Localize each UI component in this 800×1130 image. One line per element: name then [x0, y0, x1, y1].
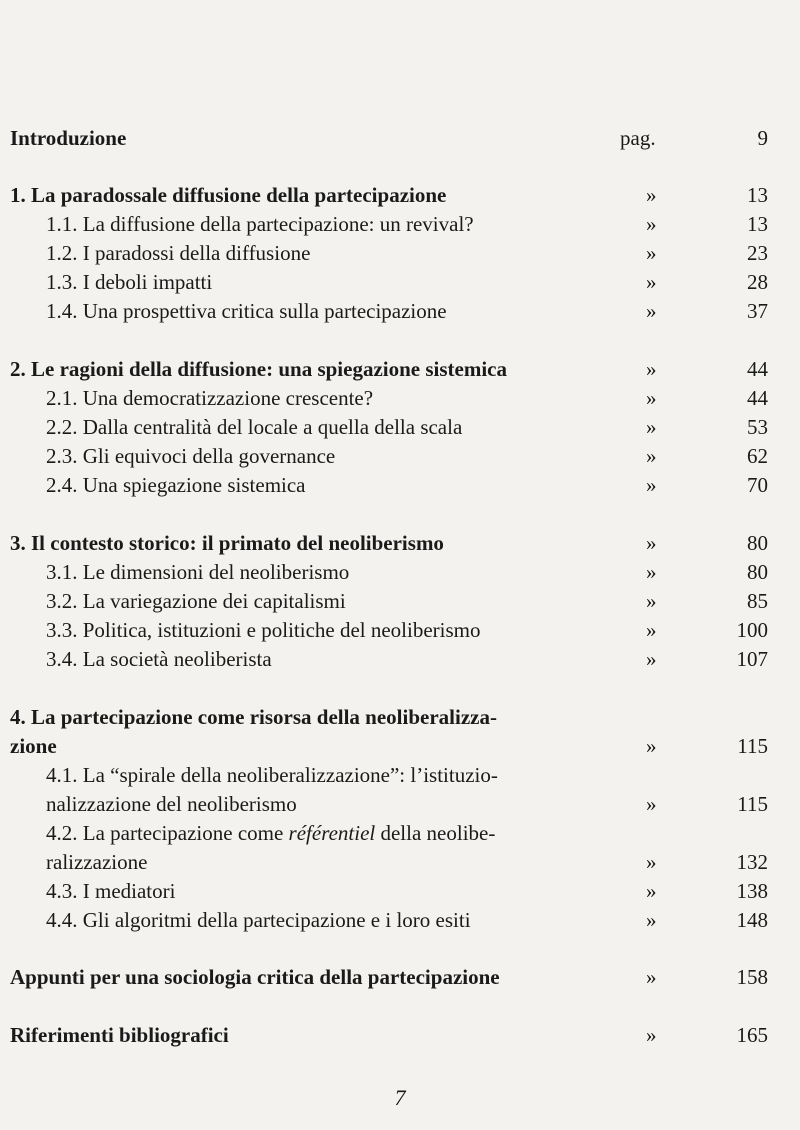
toc-entry-section-4-3 — [0, 877, 800, 906]
entry-title: 1.3. I deboli impatti — [46, 270, 213, 294]
entry-title: 3.4. La società neoliberista — [46, 647, 272, 671]
page-number: 28 — [747, 270, 768, 294]
page-number: 53 — [747, 415, 768, 439]
guillemet: » — [646, 1023, 657, 1047]
toc-entry-section-1-1 — [0, 210, 800, 239]
entry-title: 3.1. Le dimensioni del neoliberismo — [46, 560, 350, 584]
entry-title: 2.4. Una spiegazione sistemica — [46, 473, 306, 497]
page-number: 13 — [747, 212, 768, 236]
toc-entry-chapter-4-line1 — [0, 703, 800, 732]
guillemet: » — [646, 560, 657, 584]
entry-title: 4.1. La “spirale della neoliberalizzazione”: l’istituzio- — [46, 763, 498, 787]
toc-entry-section-3-1 — [0, 558, 800, 587]
toc-entry-section-1-3 — [0, 268, 800, 297]
page-number: 62 — [747, 444, 768, 468]
entry-title-italic: référentiel — [288, 821, 376, 845]
guillemet: » — [646, 734, 657, 758]
page-number: 80 — [747, 560, 768, 584]
guillemet: » — [646, 589, 657, 613]
guillemet: » — [646, 299, 657, 323]
entry-title: Appunti per una sociologia critica della partecipazione — [10, 965, 500, 989]
guillemet: » — [646, 444, 657, 468]
page-number: 138 — [736, 879, 768, 903]
entry-title: 4. La partecipazione come risorsa della neoliberalizza- — [10, 705, 497, 729]
entry-title-part: della neolibe- — [375, 821, 496, 845]
toc-entry-chapter-2 — [0, 355, 800, 384]
toc-entry-chapter-1 — [0, 181, 800, 210]
page-number: 100 — [736, 618, 768, 642]
entry-title: 3.3. Politica, istituzioni e politiche del neoliberismo — [46, 618, 481, 642]
page-number: 115 — [737, 792, 768, 816]
toc-entry-section-4-4 — [0, 906, 800, 935]
entry-title: 1.1. La diffusione della partecipazione: un revival? — [46, 212, 474, 236]
entry-title: Introduzione — [10, 126, 127, 150]
guillemet: » — [646, 647, 657, 671]
page-number: 13 — [747, 183, 768, 207]
toc-entry-section-2-2 — [0, 413, 800, 442]
guillemet: » — [646, 241, 657, 265]
toc-entry-section-3-3 — [0, 616, 800, 645]
entry-title: 3. Il contesto storico: il primato del neoliberismo — [10, 531, 444, 555]
entry-title: 4.3. I mediatori — [46, 879, 176, 903]
entry-title: 4.4. Gli algoritmi della partecipazione e i loro esiti — [46, 908, 471, 932]
page-number: 165 — [736, 1023, 768, 1047]
page-number: 9 — [757, 126, 768, 150]
guillemet: » — [646, 965, 657, 989]
guillemet: » — [646, 618, 657, 642]
page-number: 85 — [747, 589, 768, 613]
entry-title — [46, 819, 495, 848]
page-number: 37 — [747, 299, 768, 323]
toc-entry-chapter-4-line2 — [0, 732, 800, 761]
page-number: 44 — [747, 386, 768, 410]
entry-title: 2.2. Dalla centralità del locale a quella della scala — [46, 415, 463, 439]
toc-entry-section-3-2 — [0, 587, 800, 616]
entry-title-continued: nalizzazione del neoliberismo — [46, 792, 297, 816]
guillemet: » — [646, 212, 657, 236]
entry-title: 2. Le ragioni della diffusione: una spiegazione sistemica — [10, 357, 508, 381]
entry-title-continued: ralizzazione — [46, 850, 148, 874]
guillemet: » — [646, 357, 657, 381]
guillemet: » — [646, 879, 657, 903]
toc-entry-section-4-1-line2 — [0, 790, 800, 819]
page-number: 107 — [736, 647, 768, 671]
page-number: 80 — [747, 531, 768, 555]
toc-entry-introduzione — [0, 124, 800, 153]
pag-label: pag. — [620, 126, 656, 150]
toc-entry-riferimenti — [0, 1021, 800, 1050]
toc-entry-chapter-3 — [0, 529, 800, 558]
toc-entry-section-3-4 — [0, 645, 800, 674]
toc-entry-appunti — [0, 963, 800, 992]
entry-title: Riferimenti bibliografici — [10, 1023, 229, 1047]
entry-title: 2.1. Una democratizzazione crescente? — [46, 386, 374, 410]
entry-title: 1.4. Una prospettiva critica sulla partecipazione — [46, 299, 447, 323]
page-folio: 7 — [394, 1085, 406, 1110]
guillemet: » — [646, 473, 657, 497]
guillemet: » — [646, 792, 657, 816]
toc-entry-section-2-1 — [0, 384, 800, 413]
entry-title: 1.2. I paradossi della diffusione — [46, 241, 311, 265]
guillemet: » — [646, 908, 657, 932]
page-number: 148 — [736, 908, 768, 932]
toc-entry-section-2-3 — [0, 442, 800, 471]
guillemet: » — [646, 270, 657, 294]
page-number: 158 — [736, 965, 768, 989]
entry-title-part: 4.2. La partecipazione come — [46, 821, 289, 845]
guillemet: » — [646, 415, 657, 439]
page-number: 132 — [736, 850, 768, 874]
entry-title: 3.2. La variegazione dei capitalismi — [46, 589, 346, 613]
entry-title-continued: zione — [10, 734, 57, 758]
entry-title: 2.3. Gli equivoci della governance — [46, 444, 336, 468]
toc-entry-section-4-2-line2 — [0, 848, 800, 877]
page-number: 70 — [747, 473, 768, 497]
guillemet: » — [646, 850, 657, 874]
entry-title: 1. La paradossale diffusione della partecipazione — [10, 183, 447, 207]
toc-entry-section-1-4 — [0, 297, 800, 326]
toc-entry-section-4-1-line1 — [0, 761, 800, 790]
toc-entry-section-4-2-line1 — [0, 819, 800, 848]
page-number: 44 — [747, 357, 768, 381]
toc-entry-section-2-4 — [0, 471, 800, 500]
guillemet: » — [646, 531, 657, 555]
page-number: 115 — [737, 734, 768, 758]
guillemet: » — [646, 183, 657, 207]
toc-entry-section-1-2 — [0, 239, 800, 268]
page-number: 23 — [747, 241, 768, 265]
guillemet: » — [646, 386, 657, 410]
